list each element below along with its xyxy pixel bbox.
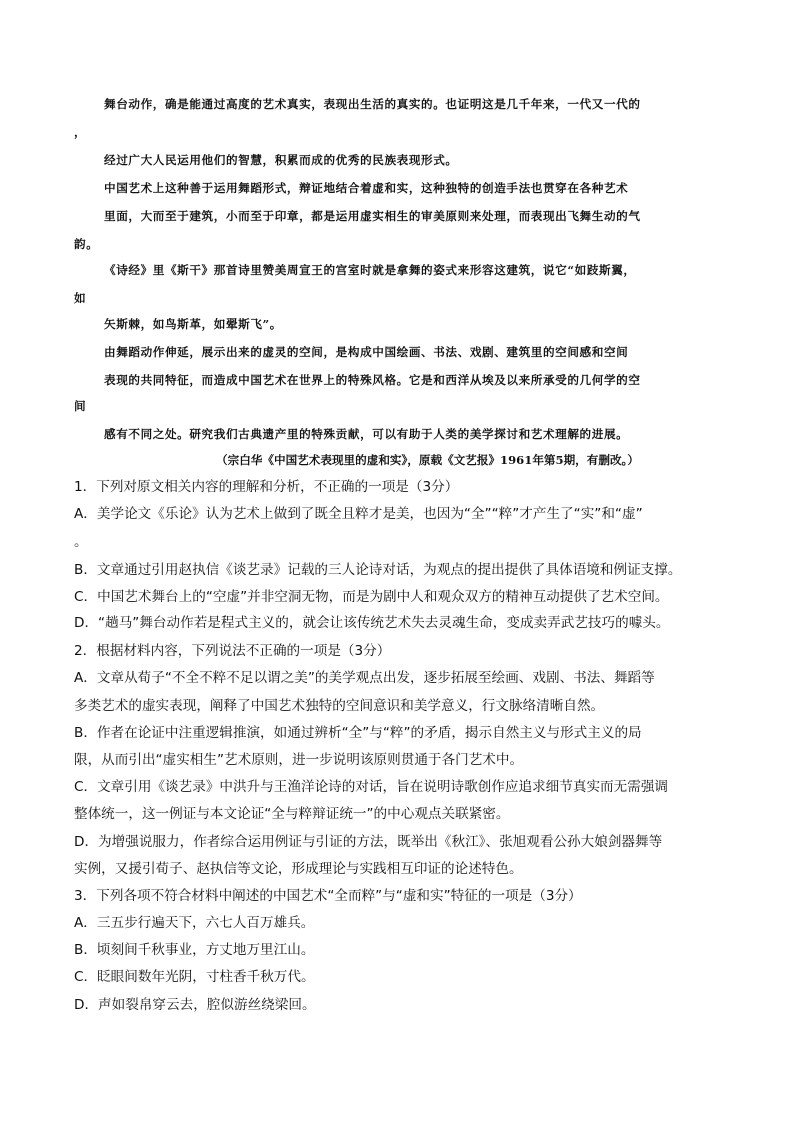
- option-line: 实例，又援引荀子、赵执信等文论，形成理论与实践相互印证的论述特色。: [74, 861, 523, 877]
- option-line: 限，从而引出“虚实相生”艺术原则，进一步说明该原则贯通于各门艺术中。: [74, 752, 524, 768]
- option-line: C．眨眼间数年光阴，寸柱香千秋万代。: [74, 969, 315, 985]
- option-line: B．作者在论证中注重逻辑推演，如通过辨析“全”与“粹”的矛盾，揭示自然主义与形式主义的局: [74, 725, 642, 741]
- option-line: 多类艺术的虚实表现，阐释了中国艺术独特的空间意识和美学意义，行文脉络清晰自然。: [74, 698, 605, 714]
- source-citation: （宗白华《中国艺术表现里的虚和实》，原载《文艺报》1961年第5期，有删改。）: [216, 453, 639, 467]
- passage-line: 里面，大而至于建筑，小而至于印章，都是运用虚实相生的审美原则来处理，而表现出飞舞生动的气: [104, 209, 641, 223]
- option-line: A．三五步行遍天下，六七人百万雄兵。: [74, 915, 315, 931]
- option-line: A．美学论文《乐论》认为艺术上做到了既全且粹才是美，也因为“全”“粹”才产生了“实”和“虚”: [74, 506, 643, 522]
- option-line: 。: [74, 534, 88, 550]
- option-line: 整体统一，这一例证与本文论证“全与粹辩证统一”的中心观点关联紧密。: [74, 806, 510, 822]
- passage-line: 如: [74, 291, 87, 305]
- question-stem: 2．根据材料内容，下列说法不正确的一项是（3分）: [74, 643, 391, 659]
- option-line: D．“趟马”舞台动作若是程式主义的，就会让该传统艺术失去灵魂生命，变成卖弄武艺技巧的噱头。: [74, 615, 670, 631]
- passage-line: 《诗经》里《斯干》那首诗里赞美周宣王的宫室时就是拿舞的姿式来形容这建筑，说它“如跂斯翼，: [104, 263, 636, 277]
- passage-line: 间: [74, 399, 87, 413]
- option-line: D．为增强说服力，作者综合运用例证与引证的方法，既举出《秋江》、张旭观看公孙大娘剑器舞等: [74, 834, 663, 850]
- question-stem: 3．下列各项不符合材料中阐述的中国艺术“全而粹”与“虚和实”特征的一项是（3分）: [74, 888, 582, 904]
- option-line: C．文章引用《谈艺录》中洪升与王渔洋论诗的对话，旨在说明诗歌创作应追求细节真实而无需强调: [74, 779, 669, 795]
- passage-line: 感有不同之处。研究我们古典遗产里的特殊贡献，可以有助于人类的美学探讨和艺术理解的进展。: [104, 427, 629, 441]
- passage-line: 中国艺术上这种善于运用舞蹈形式，辩证地结合着虚和实，这种独特的创造手法也贯穿在各种艺术: [104, 181, 629, 195]
- passage-line: 由舞蹈动作伸延，展示出来的虚灵的空间，是构成中国绘画、书法、戏剧、建筑里的空间感和空间: [104, 345, 629, 359]
- option-line: C．中国艺术舞台上的“空虚”并非空洞无物，而是为剧中人和观众双方的精神互动提供了艺术空间。: [74, 589, 669, 605]
- passage-line: 韵。: [74, 237, 99, 251]
- option-line: D．声如裂帛穿云去，腔似游丝绕梁回。: [74, 997, 316, 1013]
- question-stem: 1．下列对原文相关内容的理解和分析，不正确的一项是（3分）: [74, 479, 459, 495]
- option-line: B．顷刻间千秋事业，方丈地万里江山。: [74, 942, 315, 958]
- passage-line: 舞台动作，确是能通过高度的艺术真实，表现出生活的真实的。也证明这是几千年来，一代又一代的: [104, 97, 641, 111]
- passage-line: ，: [74, 125, 87, 139]
- option-line: B．文章通过引用赵执信《谈艺录》记载的三人论诗对话，为观点的提出提供了具体语境和例证支撑。: [74, 562, 682, 578]
- passage-line: 经过广大人民运用他们的智慧，积累而成的优秀的民族表现形式。: [104, 153, 458, 167]
- option-line: A．文章从荀子“不全不粹不足以谓之美”的美学观点出发，逐步拓展至绘画、戏剧、书法、舞蹈等: [74, 670, 655, 686]
- passage-line: 矢斯棘，如鸟斯革，如翚斯飞”。: [104, 317, 282, 331]
- passage-line: 表现的共同特征，而造成中国艺术在世界上的特殊风格。它是和西洋从埃及以来所承受的几何学的空: [104, 373, 641, 387]
